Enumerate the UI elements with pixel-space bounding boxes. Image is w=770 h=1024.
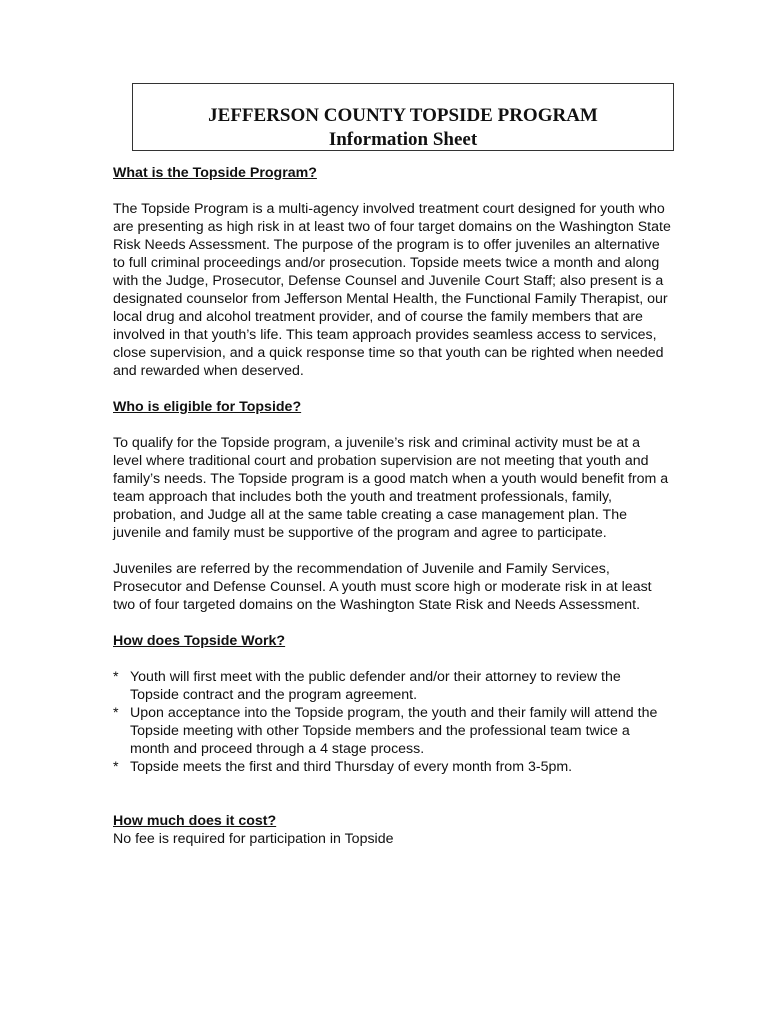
section-heading-how: How does Topside Work? — [113, 633, 286, 649]
section-paragraph-who-1: To qualify for the Topside program, a juvenile’s risk and criminal activity must be at a level where traditional court and probation supervision are not meeting that youth and family’s needs. The Topside program is a good match when a youth would benefit from a team approach that includes both the youth and treatment professionals, family, probation, and Judge all at the same table creating a case management plan. The juvenile and family must be supportive of the program and agree to participate. — [113, 435, 669, 541]
document-subtitle: Information Sheet — [328, 129, 478, 150]
bullet-text: Youth will first meet with the public defender and/or their attorney to review the Topside contract and the program agreement. — [130, 669, 621, 703]
document-title: JEFFERSON COUNTY TOPSIDE PROGRAM — [208, 105, 598, 126]
how-bullet-list — [113, 668, 673, 776]
section-heading-what: What is the Topside Program? — [113, 165, 317, 181]
section-paragraph-who-2: Juveniles are referred by the recommendation of Juvenile and Family Services, Prosecutor and Defense Counsel. A youth must score high or moderate risk in at least two of four targeted domains on the Washington State Risk and Needs Assessment. — [113, 561, 652, 613]
section-paragraph-what: The Topside Program is a multi-agency involved treatment court designed for youth who are presenting as high risk in at least two of four target domains on the Washington State Risk Needs Assessment. The purpose of the program is to offer juveniles an alternative to full criminal proceedings and/or prosecution. Topside meets twice a month and along with the Judge, Prosecutor, Defense Counsel and Juvenile Court Staff; also present is a designated counselor from Jefferson Mental Health, the Functional Family Therapist, our local drug and alcohol treatment provider, and of course the family members that are involved in that youth’s life. This team approach provides seamless access to services, close supervision, and a quick response time so that youth can be righted when needed and rewarded when deserved. — [113, 201, 671, 379]
bullet-text: Upon acceptance into the Topside program, the youth and their family will attend the Topside meeting with other Topside members and the professional team twice a month and proceed through a 4 stage process. — [130, 705, 658, 757]
section-paragraph-cost: No fee is required for participation in Topside — [113, 831, 394, 847]
bullet-marker: * — [113, 759, 119, 775]
list-item — [113, 704, 673, 758]
title-box — [132, 83, 674, 151]
document-body — [113, 164, 673, 848]
bullet-marker: * — [113, 705, 119, 721]
section-heading-who: Who is eligible for Topside? — [113, 399, 302, 415]
bullet-text: Topside meets the first and third Thursday of every month from 3-5pm. — [130, 759, 573, 775]
list-item — [113, 668, 673, 704]
list-item — [113, 758, 673, 776]
bullet-marker: * — [113, 669, 119, 685]
section-heading-cost: How much does it cost? — [113, 813, 277, 829]
